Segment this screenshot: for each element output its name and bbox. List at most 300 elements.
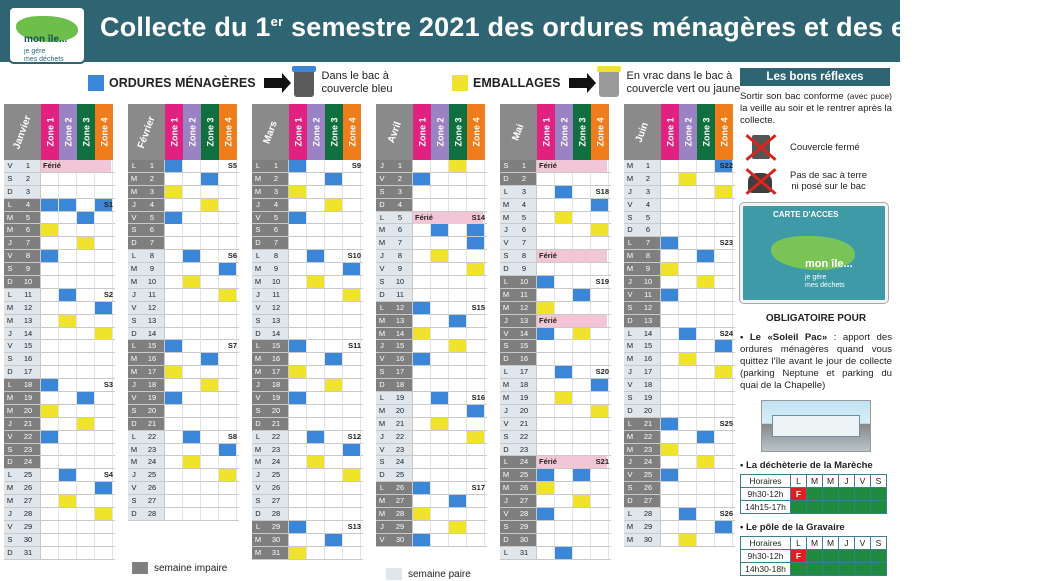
day-row — [128, 263, 239, 276]
hours-row — [741, 550, 887, 563]
day-row — [4, 444, 115, 457]
reflex-no-bag — [740, 167, 892, 195]
day-number: 14 — [140, 328, 165, 340]
day-row — [4, 392, 115, 405]
week-number: S25 — [719, 418, 733, 428]
empty-cell — [325, 521, 343, 533]
empty-cell — [661, 482, 679, 494]
empty-cell — [59, 263, 77, 275]
day-row — [624, 250, 735, 263]
day-letter: L — [624, 328, 636, 340]
empty-cell — [201, 263, 219, 275]
hours-row — [741, 488, 887, 501]
arrow-icon — [569, 78, 587, 88]
empty-cell — [537, 289, 555, 301]
day-number: 14 — [16, 328, 41, 340]
day-row — [128, 276, 239, 289]
day-letter: L — [624, 237, 636, 249]
empty-cell — [219, 199, 237, 211]
empty-cell — [573, 431, 591, 443]
month-header — [128, 104, 239, 160]
day-letter: J — [624, 276, 636, 288]
day-row — [128, 508, 239, 521]
emballages-collection-cell — [289, 547, 307, 559]
empty-cell — [555, 405, 573, 417]
empty-cell — [413, 276, 431, 288]
empty-cell — [661, 431, 679, 443]
empty-cell — [413, 431, 431, 443]
day-letter: M — [500, 392, 512, 404]
empty-cell — [201, 186, 219, 198]
empty-cell — [95, 224, 113, 236]
empty-cell — [537, 263, 555, 275]
empty-cell — [307, 379, 325, 391]
day-row — [624, 418, 735, 431]
empty-cell — [77, 186, 95, 198]
empty-cell — [41, 212, 59, 224]
day-row — [500, 431, 611, 444]
ordures-collection-cell — [95, 482, 113, 494]
day-row — [500, 469, 611, 482]
day-letter: J — [376, 521, 388, 533]
day-number: 4 — [512, 199, 537, 211]
empty-cell — [343, 276, 361, 288]
ordures-collection-cell — [95, 302, 113, 314]
day-letter: M — [500, 212, 512, 224]
empty-cell — [591, 521, 609, 533]
empty-cell — [219, 508, 237, 520]
emballages-collection-cell — [715, 186, 733, 198]
hours-header-cell: Horaires — [741, 475, 791, 488]
empty-cell — [219, 392, 237, 404]
empty-cell — [715, 431, 733, 443]
day-letter: L — [500, 276, 512, 288]
day-number: 22 — [636, 431, 661, 443]
empty-cell — [449, 353, 467, 365]
day-number: 5 — [636, 212, 661, 224]
empty-cell — [661, 212, 679, 224]
card-logo-text: mon île... — [805, 258, 853, 270]
empty-cell — [537, 224, 555, 236]
day-row — [376, 276, 487, 289]
empty-cell — [183, 353, 201, 365]
day-row — [376, 444, 487, 457]
empty-cell — [715, 173, 733, 185]
day-row — [376, 431, 487, 444]
empty-cell — [289, 482, 307, 494]
empty-cell — [325, 392, 343, 404]
empty-cell — [307, 521, 325, 533]
day-letter: L — [376, 302, 388, 314]
empty-cell — [95, 212, 113, 224]
day-letter: M — [500, 379, 512, 391]
empty-cell — [59, 392, 77, 404]
month-2 — [252, 104, 363, 560]
empty-cell — [343, 534, 361, 546]
empty-cell — [679, 366, 697, 378]
day-number: 21 — [512, 418, 537, 430]
empty-cell — [41, 521, 59, 533]
emballages-collection-cell — [413, 508, 431, 520]
day-letter: M — [376, 237, 388, 249]
day-number: 26 — [388, 482, 413, 494]
day-number: 3 — [636, 186, 661, 198]
empty-cell — [307, 482, 325, 494]
card-subtext: je gère mes déchets — [805, 274, 845, 289]
day-number: 2 — [16, 173, 41, 185]
empty-cell — [573, 418, 591, 430]
empty-cell — [679, 250, 697, 262]
day-number: 19 — [636, 392, 661, 404]
day-letter: L — [128, 431, 140, 443]
day-number: 23 — [264, 444, 289, 456]
empty-cell — [431, 328, 449, 340]
empty-cell — [77, 173, 95, 185]
day-letter: D — [4, 456, 16, 468]
ordures-collection-cell — [165, 392, 183, 404]
empty-cell — [59, 547, 77, 559]
day-row — [624, 431, 735, 444]
day-row — [4, 340, 115, 353]
empty-cell — [307, 212, 325, 224]
empty-cell — [537, 353, 555, 365]
empty-cell — [289, 508, 307, 520]
ordures-collection-cell — [77, 212, 95, 224]
day-letter: M — [624, 263, 636, 275]
day-letter: J — [252, 379, 264, 391]
empty-cell — [325, 508, 343, 520]
day-number: 4 — [636, 199, 661, 211]
day-row — [500, 495, 611, 508]
empty-cell — [59, 353, 77, 365]
day-number: 22 — [388, 431, 413, 443]
day-row — [128, 431, 239, 444]
day-letter: V — [252, 482, 264, 494]
day-number: 17 — [388, 366, 413, 378]
open-cell — [791, 563, 807, 576]
even-week-swatch — [386, 568, 402, 580]
day-letter: D — [376, 469, 388, 481]
empty-cell — [59, 250, 77, 262]
day-letter: S — [252, 495, 264, 507]
empty-cell — [59, 302, 77, 314]
empty-cell — [183, 302, 201, 314]
empty-cell — [307, 302, 325, 314]
ordures-collection-cell — [449, 315, 467, 327]
day-letter: M — [4, 315, 16, 327]
emballages-collection-cell — [289, 186, 307, 198]
emballages-collection-cell — [59, 315, 77, 327]
day-number: 22 — [140, 431, 165, 443]
empty-cell — [343, 199, 361, 211]
holiday-label: Férié — [537, 160, 607, 172]
empty-cell — [661, 315, 679, 327]
empty-cell — [537, 444, 555, 456]
empty-cell — [201, 237, 219, 249]
ordures-swatch — [88, 75, 104, 91]
day-row — [624, 315, 735, 328]
empty-cell — [41, 469, 59, 481]
day-row — [128, 469, 239, 482]
day-number: 13 — [16, 315, 41, 327]
empty-cell — [289, 534, 307, 546]
day-row — [624, 186, 735, 199]
empty-cell — [661, 456, 679, 468]
empty-cell — [661, 224, 679, 236]
day-number: 21 — [388, 418, 413, 430]
empty-cell — [449, 263, 467, 275]
emballages-label: EMBALLAGES — [473, 76, 561, 90]
emballages-collection-cell — [59, 495, 77, 507]
day-number: 23 — [512, 444, 537, 456]
day-row — [500, 405, 611, 418]
day-letter: M — [624, 444, 636, 456]
empty-cell — [661, 392, 679, 404]
day-letter: S — [376, 456, 388, 468]
day-row — [624, 392, 735, 405]
emballages-swatch — [452, 75, 468, 91]
empty-cell — [183, 186, 201, 198]
empty-cell — [661, 276, 679, 288]
week-number: S19 — [595, 277, 609, 287]
emballages-collection-cell — [41, 224, 59, 236]
empty-cell — [95, 405, 113, 417]
empty-cell — [679, 276, 697, 288]
day-number: 20 — [264, 405, 289, 417]
day-letter: S — [128, 224, 140, 236]
empty-cell — [325, 418, 343, 430]
empty-cell — [555, 482, 573, 494]
empty-cell — [573, 224, 591, 236]
week-number: S8 — [227, 431, 237, 441]
side-title: Les bons réflexes — [740, 68, 890, 86]
ordures-collection-cell — [555, 366, 573, 378]
day-letter: L — [4, 289, 16, 301]
day-row — [500, 521, 611, 534]
day-letter: J — [128, 289, 140, 301]
day-letter: D — [624, 405, 636, 417]
empty-cell — [715, 250, 733, 262]
pole-title: • Le pôle de la Gravaire — [740, 522, 845, 533]
day-letter: M — [252, 456, 264, 468]
emballages-collection-cell — [697, 276, 715, 288]
day-letter: D — [500, 353, 512, 365]
empty-cell — [679, 289, 697, 301]
empty-cell — [573, 444, 591, 456]
empty-cell — [661, 250, 679, 262]
empty-cell — [41, 495, 59, 507]
day-number: 8 — [636, 250, 661, 262]
empty-cell — [591, 302, 609, 314]
empty-cell — [413, 366, 431, 378]
empty-cell — [59, 444, 77, 456]
empty-cell — [715, 199, 733, 211]
day-row — [376, 212, 487, 225]
open-cell — [823, 488, 839, 501]
day-row — [4, 315, 115, 328]
day-number: 7 — [388, 237, 413, 249]
day-number: 1 — [264, 160, 289, 172]
day-row — [4, 379, 115, 392]
empty-cell — [325, 186, 343, 198]
empty-cell — [183, 392, 201, 404]
empty-cell — [183, 237, 201, 249]
empty-cell — [41, 547, 59, 559]
open-cell — [855, 501, 871, 514]
empty-cell — [591, 328, 609, 340]
week-number: S12 — [347, 431, 361, 441]
day-row — [252, 340, 363, 353]
emballages-collection-cell — [325, 379, 343, 391]
ordures-collection-cell — [165, 212, 183, 224]
emballages-collection-cell — [325, 199, 343, 211]
day-number: 31 — [264, 547, 289, 559]
day-number: 30 — [512, 534, 537, 546]
empty-cell — [201, 315, 219, 327]
zone-header: Zone 4 — [95, 104, 113, 160]
emballages-collection-cell — [307, 276, 325, 288]
day-letter: D — [376, 199, 388, 211]
empty-cell — [431, 160, 449, 172]
week-number: S2 — [103, 289, 113, 299]
closed-cell: F — [791, 550, 807, 563]
day-number: 16 — [512, 353, 537, 365]
empty-cell — [467, 160, 485, 172]
empty-cell — [307, 199, 325, 211]
empty-cell — [449, 328, 467, 340]
day-number: 1 — [16, 160, 41, 172]
empty-cell — [715, 405, 733, 417]
empty-cell — [325, 237, 343, 249]
week-number: S26 — [719, 509, 733, 519]
empty-cell — [449, 276, 467, 288]
empty-cell — [289, 276, 307, 288]
day-number: 4 — [16, 199, 41, 211]
empty-cell — [715, 315, 733, 327]
day-number: 22 — [512, 431, 537, 443]
day-row — [128, 173, 239, 186]
day-number: 19 — [264, 392, 289, 404]
empty-cell — [95, 456, 113, 468]
month-header — [376, 104, 487, 160]
title-sup: er — [270, 14, 284, 29]
empty-cell — [431, 302, 449, 314]
empty-cell — [95, 340, 113, 352]
empty-cell — [661, 495, 679, 507]
empty-cell — [59, 340, 77, 352]
day-number: 15 — [388, 340, 413, 352]
day-number: 20 — [512, 405, 537, 417]
day-number: 10 — [16, 276, 41, 288]
empty-cell — [41, 289, 59, 301]
month-name: Mars — [252, 104, 289, 160]
empty-cell — [343, 302, 361, 314]
reflex1-label: Couvercle fermé — [790, 141, 860, 153]
holiday-label: Férié — [537, 456, 607, 468]
day-letter: M — [376, 315, 388, 327]
ordures-collection-cell — [697, 431, 715, 443]
empty-cell — [307, 160, 325, 172]
day-row — [4, 366, 115, 379]
day-number: 3 — [264, 186, 289, 198]
empty-cell — [697, 340, 715, 352]
day-row — [128, 366, 239, 379]
ordures-collection-cell — [289, 160, 307, 172]
day-row — [500, 315, 611, 328]
day-letter: D — [128, 508, 140, 520]
day-row — [376, 173, 487, 186]
empty-cell — [325, 469, 343, 481]
empty-cell — [555, 521, 573, 533]
empty-cell — [343, 315, 361, 327]
day-row — [376, 160, 487, 173]
emballages-collection-cell — [537, 482, 555, 494]
ordures-collection-cell — [591, 199, 609, 211]
hours-header-cell: J — [839, 475, 855, 488]
empty-cell — [59, 224, 77, 236]
empty-cell — [343, 405, 361, 417]
empty-cell — [715, 534, 733, 546]
day-letter: M — [4, 392, 16, 404]
emballages-collection-cell — [219, 289, 237, 301]
day-letter: J — [128, 379, 140, 391]
empty-cell — [183, 444, 201, 456]
day-row — [252, 199, 363, 212]
empty-cell — [219, 302, 237, 314]
day-row — [624, 482, 735, 495]
day-number: 27 — [264, 495, 289, 507]
day-number: 8 — [16, 250, 41, 262]
day-row — [252, 379, 363, 392]
day-number: 10 — [636, 276, 661, 288]
day-letter: V — [624, 469, 636, 481]
week-number: S14 — [471, 212, 485, 222]
empty-cell — [537, 418, 555, 430]
empty-cell — [95, 495, 113, 507]
zone-header: Zone 2 — [307, 104, 325, 160]
day-number: 28 — [512, 508, 537, 520]
logo-sub-line2: mes déchets — [24, 56, 64, 63]
day-row — [500, 263, 611, 276]
empty-cell — [289, 315, 307, 327]
day-number: 6 — [512, 224, 537, 236]
day-letter: J — [4, 508, 16, 520]
week-number: S5 — [227, 161, 237, 170]
empty-cell — [307, 366, 325, 378]
day-number: 24 — [16, 456, 41, 468]
day-row — [4, 276, 115, 289]
day-number: 8 — [140, 250, 165, 262]
empty-cell — [183, 495, 201, 507]
empty-cell — [77, 224, 95, 236]
ordures-collection-cell — [661, 469, 679, 481]
empty-cell — [289, 418, 307, 430]
day-row — [252, 482, 363, 495]
empty-cell — [201, 418, 219, 430]
bin-blue-icon — [294, 69, 314, 97]
empty-cell — [537, 534, 555, 546]
emballages-collection-cell — [77, 237, 95, 249]
day-row — [128, 289, 239, 302]
empty-cell — [449, 250, 467, 262]
day-number: 6 — [140, 224, 165, 236]
day-number: 26 — [512, 482, 537, 494]
day-letter: J — [128, 199, 140, 211]
day-row — [4, 173, 115, 186]
empty-cell — [413, 315, 431, 327]
empty-cell — [183, 405, 201, 417]
day-row — [500, 250, 611, 263]
